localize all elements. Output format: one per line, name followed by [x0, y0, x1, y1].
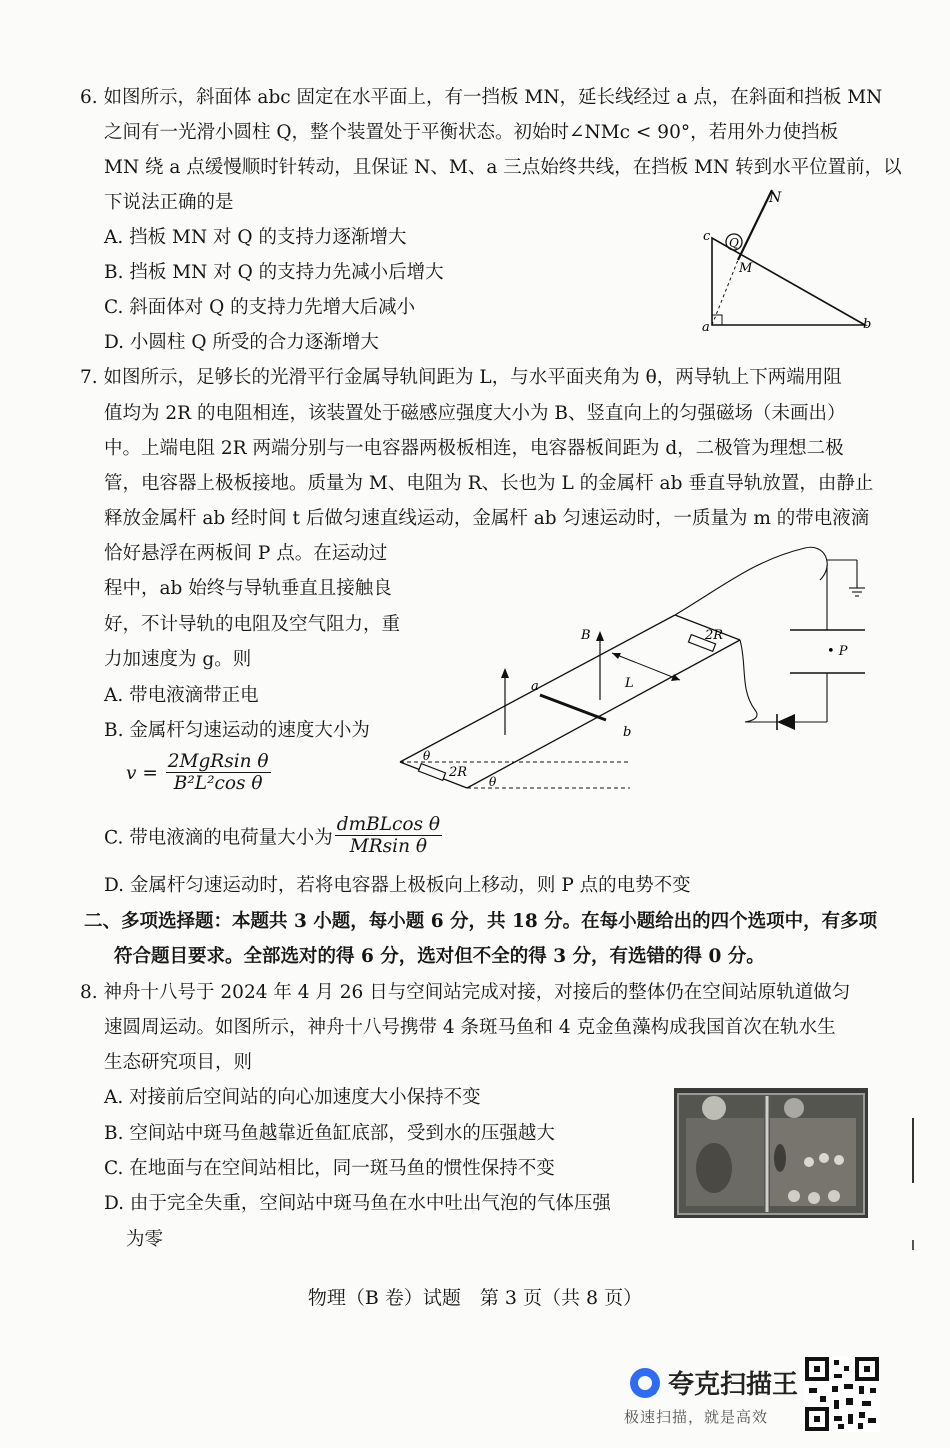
- q6-option-d: D. 小圆柱 Q 所受的合力逐渐增大: [104, 332, 379, 353]
- q6-stem-line-2: 之间有一光滑小圆柱 Q，整个装置处于平衡状态。初始时∠NMc < 90°，若用外力使挡板: [104, 122, 839, 143]
- q6-option-b: B. 挡板 MN 对 Q 的支持力先减小后增大: [104, 262, 444, 283]
- q7-option-d: D. 金属杆匀速运动时，若将电容器上极板向上移动，则 P 点的电势不变: [104, 875, 691, 896]
- q6-stem-line-4: 下说法正确的是: [104, 192, 234, 213]
- q7-label-b: b: [623, 725, 632, 740]
- quark-logo-icon: [628, 1366, 662, 1400]
- q6-option-c: C. 斜面体对 Q 的支持力先增大后减小: [104, 297, 416, 318]
- q7-stem-line-2: 值均为 2R 的电阻相连，该装置处于磁感应强度大小为 B、竖直向上的匀强磁场（未画出）: [104, 403, 846, 424]
- q7-stem-line-7: 程中，ab 始终与导轨垂直且接触良: [104, 578, 392, 599]
- q8-stem-line-1: 8. 神舟十八号于 2024 年 4 月 26 日与空间站完成对接，对接后的整体仍在空间站原轨道做匀: [80, 982, 851, 1003]
- q7-label-theta-2: θ: [489, 775, 497, 789]
- q7-label-a: a: [531, 679, 539, 694]
- q7-stem-line-5: 释放金属杆 ab 经时间 t 后做匀速直线运动，金属杆 ab 匀速运动时，一质量为 m 的带电液滴: [104, 508, 870, 529]
- q7-label-P: • P: [827, 644, 848, 659]
- q7-stem-line-9: 力加速度为 g。则: [104, 649, 252, 670]
- q7-stem-line-1: 7. 如图所示，足够长的光滑平行金属导轨间距为 L，与水平面夹角为 θ，两导轨上下两端用阻: [80, 367, 842, 388]
- q7-formula-denominator: B²L²cos θ: [173, 773, 263, 794]
- q7-stem-line-8: 好，不计导轨的电阻及空气阻力，重: [104, 614, 401, 635]
- q7-formula-numerator: 2MgRsin θ: [167, 751, 269, 772]
- q6-stem-line-1: 6. 如图所示，斜面体 abc 固定在水平面上，有一挡板 MN，延长线经过 a 点，在斜面和挡板 MN: [80, 87, 883, 108]
- scan-edge-mark-small: [912, 1240, 914, 1250]
- q8-stem-line-3: 生态研究项目，则: [104, 1052, 253, 1073]
- section2-heading-line-2: 符合题目要求。全部选对的得 6 分，选对但不全的得 3 分，有选错的得 0 分。: [114, 946, 765, 967]
- q6-label-Q: Q: [729, 236, 739, 250]
- zebrafish-aquarium-photo: [674, 1088, 868, 1218]
- scanner-brand-name: 夸克扫描王: [668, 1370, 799, 1400]
- q7-formula-lhs: v =: [126, 763, 158, 784]
- q7-label-2R-bottom: 2R: [449, 765, 468, 780]
- q7-label-L: L: [625, 676, 634, 691]
- q6-label-N: N: [769, 190, 782, 206]
- q7-stem-line-3: 中。上端电阻 2R 两端分别与一电容器两极板相连，电容器板间距为 d，二极管为理想二极: [104, 438, 844, 459]
- q7-option-c-numerator: dmBLcos θ: [336, 814, 441, 835]
- q8-option-d: D. 由于完全失重，空间站中斑马鱼在水中吐出气泡的气体压强: [104, 1193, 611, 1214]
- scanner-brand-slogan: 极速扫描，就是高效: [624, 1408, 769, 1426]
- q8-option-c: C. 在地面与在空间站相比，同一斑马鱼的惯性保持不变: [104, 1158, 555, 1179]
- q6-label-b: b: [863, 317, 872, 332]
- q7-stem-line-4: 管，电容器上极板接地。质量为 M、电阻为 R、长也为 L 的金属杆 ab 垂直导轨放置，由静止: [104, 473, 874, 494]
- q8-stem-line-2: 速圆周运动。如图所示，神舟十八号携带 4 条斑马鱼和 4 克金鱼藻构成我国首次在轨水生: [104, 1017, 836, 1038]
- qr-code-icon: [804, 1356, 880, 1432]
- q7-option-c: [104, 815, 444, 858]
- q7-option-b-formula: [126, 752, 273, 795]
- page-footer: 物理（B 卷）试题 第 3 页（共 8 页）: [307, 1287, 643, 1309]
- q7-formula-fraction: [166, 752, 271, 795]
- q7-option-c-denominator: MRsin θ: [349, 836, 428, 857]
- q7-rail-circuit-figure: [395, 540, 885, 800]
- q8-option-b: B. 空间站中斑马鱼越靠近鱼缸底部，受到水的压强越大: [104, 1123, 555, 1144]
- q6-label-a: a: [702, 320, 710, 335]
- q6-label-c: c: [703, 229, 711, 244]
- section2-heading-line-1: 二、多项选择题：本题共 3 小题，每小题 6 分，共 18 分。在每小题给出的四个选项中，有多项: [84, 911, 878, 932]
- q7-option-c-text: C. 带电液滴的电荷量大小为: [104, 827, 333, 849]
- q7-option-a: A. 带电液滴带正电: [104, 685, 259, 706]
- q6-label-M: M: [739, 261, 753, 276]
- q7-option-b: B. 金属杆匀速运动的速度大小为: [104, 720, 370, 741]
- q7-stem-line-6: 恰好悬浮在两板间 P 点。在运动过: [104, 543, 388, 564]
- q7-label-theta-1: θ: [423, 749, 431, 763]
- q7-option-c-fraction: [335, 815, 442, 858]
- q8-option-d-continued: 为零: [126, 1229, 164, 1250]
- q6-incline-figure: [690, 185, 890, 340]
- scan-edge-mark: [912, 1118, 914, 1183]
- q6-option-a: A. 挡板 MN 对 Q 的支持力逐渐增大: [104, 227, 407, 248]
- q7-label-2R-top: 2R: [705, 628, 724, 643]
- q7-label-B: B: [581, 628, 591, 643]
- q6-stem-line-3: MN 绕 a 点缓慢顺时针转动，且保证 N、M、a 三点始终共线，在挡板 MN 转到水平位置前，以: [104, 157, 902, 178]
- q8-option-a: A. 对接前后空间站的向心加速度大小保持不变: [104, 1087, 481, 1108]
